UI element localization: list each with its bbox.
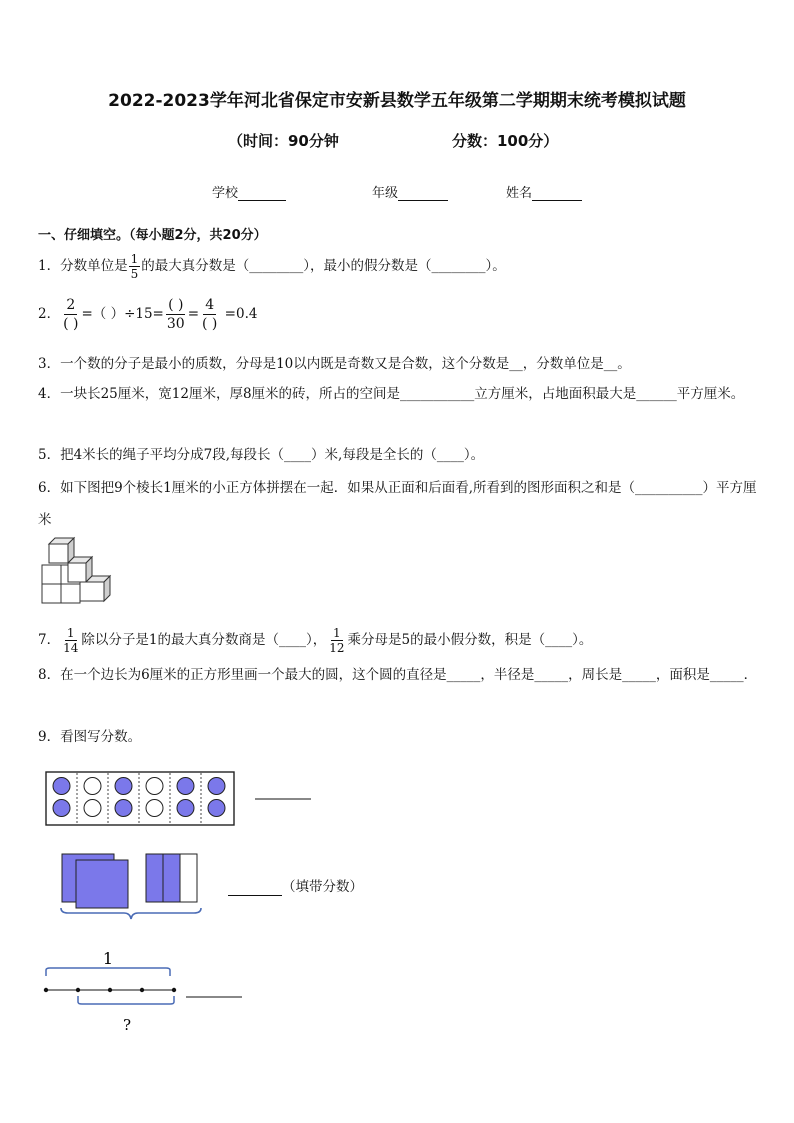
q7-fraction-1 [61, 626, 80, 655]
shaded-circle [53, 800, 70, 817]
fig2-note: （填带分数） [282, 879, 363, 895]
shaded-circle [208, 800, 225, 817]
question-8[interactable]: 8．在一个边长为6厘米的正方形里画一个最大的圆，这个圆的直径是_____，半径是_____，周长是_____，面积是_____． [38, 667, 758, 683]
shaded-circle [115, 778, 132, 795]
q1-frac-num: 1 [130, 252, 139, 266]
q2-eq1[interactable]: =（ ）÷15= [81, 306, 164, 322]
empty-circle [84, 800, 101, 817]
section-title: 一、仔细填空。（每小题2分，共20分） [38, 228, 267, 243]
q2-f2-den: 30 [166, 316, 185, 332]
grade-blank[interactable] [398, 200, 448, 201]
q7-fraction-2 [327, 626, 346, 655]
q1-frac-den: 5 [130, 267, 139, 281]
time-label: （时间：90分钟 [228, 132, 339, 150]
grade-label: 年级 [372, 186, 399, 201]
empty-circle [146, 778, 163, 795]
q2-fraction-1[interactable] [61, 296, 80, 333]
fig2-answer[interactable] [228, 878, 363, 896]
q7-f1-den: 14 [63, 641, 79, 655]
q2-f1-num: 2 [66, 297, 76, 313]
q7-tail[interactable]: 乘分母是5的最小假分数，积是（____）。 [347, 632, 593, 648]
q2-eq2: = [187, 306, 200, 322]
question-2 [38, 296, 257, 333]
q2-prefix: 2． [38, 306, 61, 322]
empty-circle [84, 778, 101, 795]
question-5[interactable]: 5．把4米长的绳子平均分成7段,每段长（____）米,每段是全长的（____）。 [38, 447, 485, 463]
brace [61, 908, 201, 919]
q2-tail: =0.4 [220, 306, 258, 322]
score-label: 分数：100分） [452, 132, 559, 150]
shaded-circle [177, 778, 194, 795]
circle-columns [53, 773, 225, 824]
question-4[interactable]: 4．一块长25厘米，宽12厘米，厚8厘米的砖，所占的空间是___________立方厘米，占地面积最大是______平方厘米。 [38, 386, 745, 402]
shaded-circle [115, 800, 132, 817]
q2-f3-den[interactable]: ( ) [202, 316, 218, 332]
bottom-bracket [78, 996, 174, 1004]
shaded-circle [53, 778, 70, 795]
shaded-circle [177, 800, 194, 817]
strip-1 [146, 854, 163, 902]
grade-field[interactable] [372, 182, 448, 201]
q2-fraction-3[interactable] [200, 296, 219, 333]
q1-text[interactable]: 的最大真分数是（________），最小的假分数是（________）。 [141, 258, 506, 274]
strip-2 [163, 854, 180, 902]
cubes-figure [40, 534, 114, 608]
fig3-bottom-label: ? [122, 1016, 132, 1034]
q1-prefix: 1．分数单位是 [38, 258, 128, 274]
empty-circle [146, 800, 163, 817]
strip-3 [180, 854, 197, 902]
fig3-top-label: 1 [102, 949, 114, 968]
circles-figure [44, 770, 316, 828]
q7-mid[interactable]: 除以分子是1的最大真分数商是（____）， [81, 632, 327, 648]
top-bracket [46, 968, 170, 976]
name-field[interactable] [506, 182, 582, 201]
question-3[interactable]: 3．一个数的分子是最小的质数，分母是10以内既是奇数又是合数，这个分数是__，分数单位是__。 [38, 356, 631, 372]
circles-frame [46, 772, 234, 825]
shaded-circle [208, 778, 225, 795]
q1-fraction [129, 252, 141, 281]
q7-f2-num: 1 [333, 626, 341, 640]
name-blank[interactable] [532, 200, 582, 201]
page-title: 2022-2023学年河北省保定市安新县数学五年级第二学期期末统考模拟试题 [108, 91, 686, 111]
school-blank[interactable] [238, 200, 286, 201]
question-7 [38, 626, 592, 655]
q2-fraction-2[interactable] [165, 296, 187, 333]
q7-f1-num: 1 [66, 626, 75, 640]
question-6[interactable]: 6．如下图把9个棱长1厘米的小正方体拼摆在一起．如果从正面和后面看,所看到的图形面积之和是（__________）平方厘米 [38, 480, 757, 528]
fig2-answer-blank[interactable] [228, 895, 282, 896]
q7-f2-den: 12 [329, 641, 345, 655]
school-field[interactable] [212, 182, 286, 201]
squares-figure [58, 850, 218, 922]
square-front [76, 860, 128, 908]
name-label: 姓名 [506, 186, 533, 201]
question-1 [38, 252, 506, 281]
number-line-figure [38, 946, 248, 1036]
q2-f3-num: 4 [205, 297, 215, 313]
q7-prefix: 7． [38, 632, 61, 648]
school-label: 学校 [212, 186, 239, 201]
q2-f1-den[interactable]: ( ) [63, 316, 79, 332]
question-9: 9．看图写分数。 [38, 729, 142, 745]
q2-f2-num[interactable]: ( ) [168, 297, 184, 313]
